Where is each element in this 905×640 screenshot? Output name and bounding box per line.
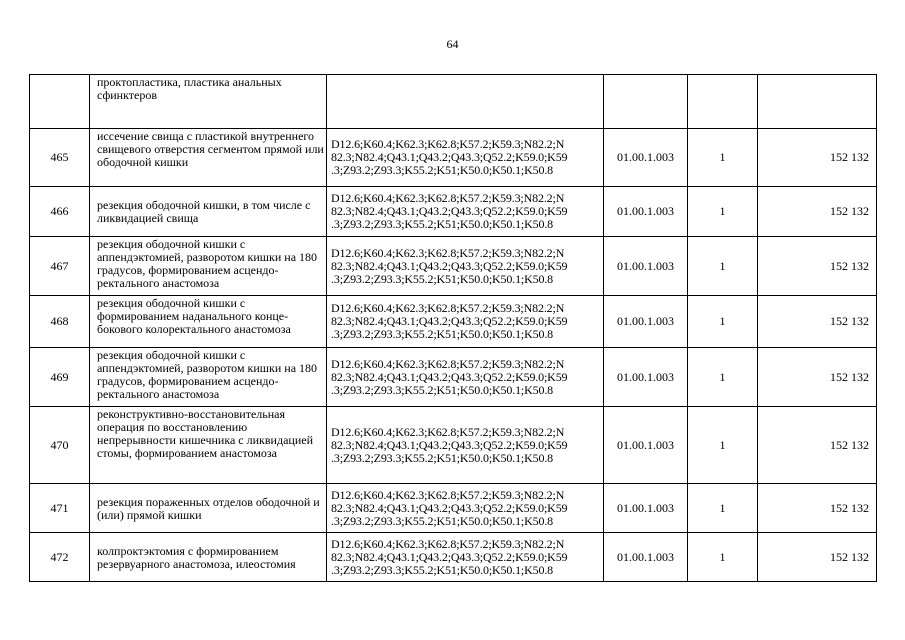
codes-line: .3;Z93.2;Z93.3;K55.2;K51;K50.0;K50.1;K50.8 — [331, 217, 554, 231]
model-code: 01.00.1.003 — [604, 129, 688, 187]
table-row — [30, 296, 877, 348]
model-code: 01.00.1.003 — [604, 237, 688, 296]
price: 152 132 — [758, 348, 877, 407]
codes-line: D12.6;K60.4;K62.3;K62.8;K57.2;K59.3;N82.2;N — [331, 487, 565, 502]
group-number: 1 — [688, 129, 758, 187]
cell-procedure-name — [90, 75, 327, 129]
codes-line: D12.6;K60.4;K62.3;K62.8;K57.2;K59.3;N82.2;N — [331, 356, 565, 371]
procedure-name — [90, 533, 327, 582]
row-number: 472 — [30, 533, 90, 582]
group-number: 1 — [688, 237, 758, 296]
procedure-name — [90, 348, 327, 407]
codes-line: 82.3;N82.4;Q43.1;Q43.2;Q43.3;Q52.2;K59.0;K59 — [331, 314, 568, 328]
codes-line: .3;Z93.2;Z93.3;K55.2;K51;K50.0;K50.1;K50.8 — [331, 513, 554, 528]
procedure-name — [90, 187, 327, 237]
procedure-name — [90, 296, 327, 348]
codes-line: D12.6;K60.4;K62.3;K62.8;K57.2;K59.3;N82.2;N — [331, 245, 565, 260]
codes-line: 82.3;N82.4;Q43.1;Q43.2;Q43.3;Q52.2;K59.0;K59 — [331, 258, 568, 273]
diagnosis-codes — [327, 348, 604, 407]
model-code: 01.00.1.003 — [604, 296, 688, 348]
group-number: 1 — [688, 348, 758, 407]
price: 152 132 — [758, 407, 877, 484]
row-number: 465 — [30, 129, 90, 187]
codes-line: .3;Z93.2;Z93.3;K55.2;K51;K50.0;K50.1;K50.8 — [331, 562, 554, 577]
page-number: 64 — [446, 37, 459, 51]
codes-line: D12.6;K60.4;K62.3;K62.8;K57.2;K59.3;N82.2;N — [331, 536, 565, 551]
cell-diagnosis-codes — [327, 75, 604, 129]
codes-line: D12.6;K60.4;K62.3;K62.8;K57.2;K59.3;N82.2;N — [331, 301, 565, 315]
price: 152 132 — [758, 533, 877, 582]
table-row — [30, 237, 877, 296]
group-number: 1 — [688, 296, 758, 348]
procedure-name — [90, 129, 327, 187]
diagnosis-codes — [327, 484, 604, 533]
table-row — [30, 348, 877, 407]
row-number: 466 — [30, 187, 90, 237]
procedures-table — [29, 74, 877, 582]
row-number: 471 — [30, 484, 90, 533]
cell-group — [688, 75, 758, 129]
codes-line: D12.6;K60.4;K62.3;K62.8;K57.2;K59.3;N82.2;N — [331, 137, 565, 151]
row-number: 469 — [30, 348, 90, 407]
codes-line: 82.3;N82.4;Q43.1;Q43.2;Q43.3;Q52.2;K59.0;K59 — [331, 549, 568, 564]
table-row — [30, 129, 877, 187]
procedure-name-text: резекция ободочной кишки с аппендэктомией, разворотом кишки на 180 градусов, формированием асцендо-ректального анастомоза — [97, 348, 318, 401]
group-number: 1 — [688, 533, 758, 582]
codes-line: 82.3;N82.4;Q43.1;Q43.2;Q43.3;Q52.2;K59.0;K59 — [331, 500, 568, 515]
table-row-continuation — [30, 75, 877, 129]
procedure-name-text: резекция ободочной кишки с формированием наданального конце-бокового колоректального анастомоза — [97, 296, 291, 336]
diagnosis-codes — [327, 533, 604, 582]
diagnosis-codes — [327, 237, 604, 296]
cell-model-code — [604, 75, 688, 129]
row-number: 468 — [30, 296, 90, 348]
model-code: 01.00.1.003 — [604, 484, 688, 533]
price: 152 132 — [758, 129, 877, 187]
codes-line: .3;Z93.2;Z93.3;K55.2;K51;K50.0;K50.1;K50.8 — [331, 163, 554, 177]
procedure-name-text: резекция ободочной кишки, в том числе с ликвидацией свища — [97, 198, 311, 225]
codes-line: .3;Z93.2;Z93.3;K55.2;K51;K50.0;K50.1;K50.8 — [331, 271, 554, 286]
procedure-name-text: проктопластика, пластика анальных сфинктеров — [97, 75, 282, 102]
table-row — [30, 533, 877, 582]
procedure-name — [90, 407, 327, 484]
diagnosis-codes — [327, 129, 604, 187]
row-number: 467 — [30, 237, 90, 296]
codes-line: .3;Z93.2;Z93.3;K55.2;K51;K50.0;K50.1;K50.8 — [331, 327, 554, 341]
codes-line: 82.3;N82.4;Q43.1;Q43.2;Q43.3;Q52.2;K59.0;K59 — [331, 150, 568, 164]
group-number: 1 — [688, 187, 758, 237]
cell-number — [30, 75, 90, 129]
procedure-name-text: реконструктивно-восстановительная операция по восстановлению непрерывности кишечника с ликвидацией стомы, формированием анастомоза — [97, 407, 313, 460]
model-code: 01.00.1.003 — [604, 407, 688, 484]
price: 152 132 — [758, 187, 877, 237]
price: 152 132 — [758, 296, 877, 348]
diagnosis-codes — [327, 296, 604, 348]
procedure-name — [90, 484, 327, 533]
price: 152 132 — [758, 237, 877, 296]
model-code: 01.00.1.003 — [604, 348, 688, 407]
codes-line: .3;Z93.2;Z93.3;K55.2;K51;K50.0;K50.1;K50.8 — [331, 450, 554, 465]
codes-line: D12.6;K60.4;K62.3;K62.8;K57.2;K59.3;N82.2;N — [331, 424, 565, 439]
group-number: 1 — [688, 484, 758, 533]
cell-price — [758, 75, 877, 129]
codes-line: D12.6;K60.4;K62.3;K62.8;K57.2;K59.3;N82.2;N — [331, 191, 565, 205]
codes-line: 82.3;N82.4;Q43.1;Q43.2;Q43.3;Q52.2;K59.0;K59 — [331, 369, 568, 384]
procedure-name-text: резекция ободочной кишки с аппендэктомией, разворотом кишки на 180 градусов, формированием асцендо-ректального анастомоза — [97, 237, 318, 290]
procedure-name — [90, 237, 327, 296]
procedure-name-text: колпроктэктомия с формированием резервуарного анастомоза, илеостомия — [97, 543, 296, 571]
group-number: 1 — [688, 407, 758, 484]
procedure-name-text: резекция пораженных отделов ободочной и (или) прямой кишки — [97, 494, 320, 522]
table-row — [30, 484, 877, 533]
diagnosis-codes — [327, 407, 604, 484]
codes-line: .3;Z93.2;Z93.3;K55.2;K51;K50.0;K50.1;K50.8 — [331, 382, 554, 397]
table-row — [30, 407, 877, 484]
diagnosis-codes — [327, 187, 604, 237]
model-code: 01.00.1.003 — [604, 533, 688, 582]
table-row — [30, 187, 877, 237]
procedure-name-text: иссечение свища с пластикой внутреннего свищевого отверстия сегментом прямой или ободочной кишки — [97, 129, 324, 169]
model-code: 01.00.1.003 — [604, 187, 688, 237]
price: 152 132 — [758, 484, 877, 533]
row-number: 470 — [30, 407, 90, 484]
codes-line: 82.3;N82.4;Q43.1;Q43.2;Q43.3;Q52.2;K59.0;K59 — [331, 204, 568, 218]
codes-line: 82.3;N82.4;Q43.1;Q43.2;Q43.3;Q52.2;K59.0;K59 — [331, 437, 568, 452]
